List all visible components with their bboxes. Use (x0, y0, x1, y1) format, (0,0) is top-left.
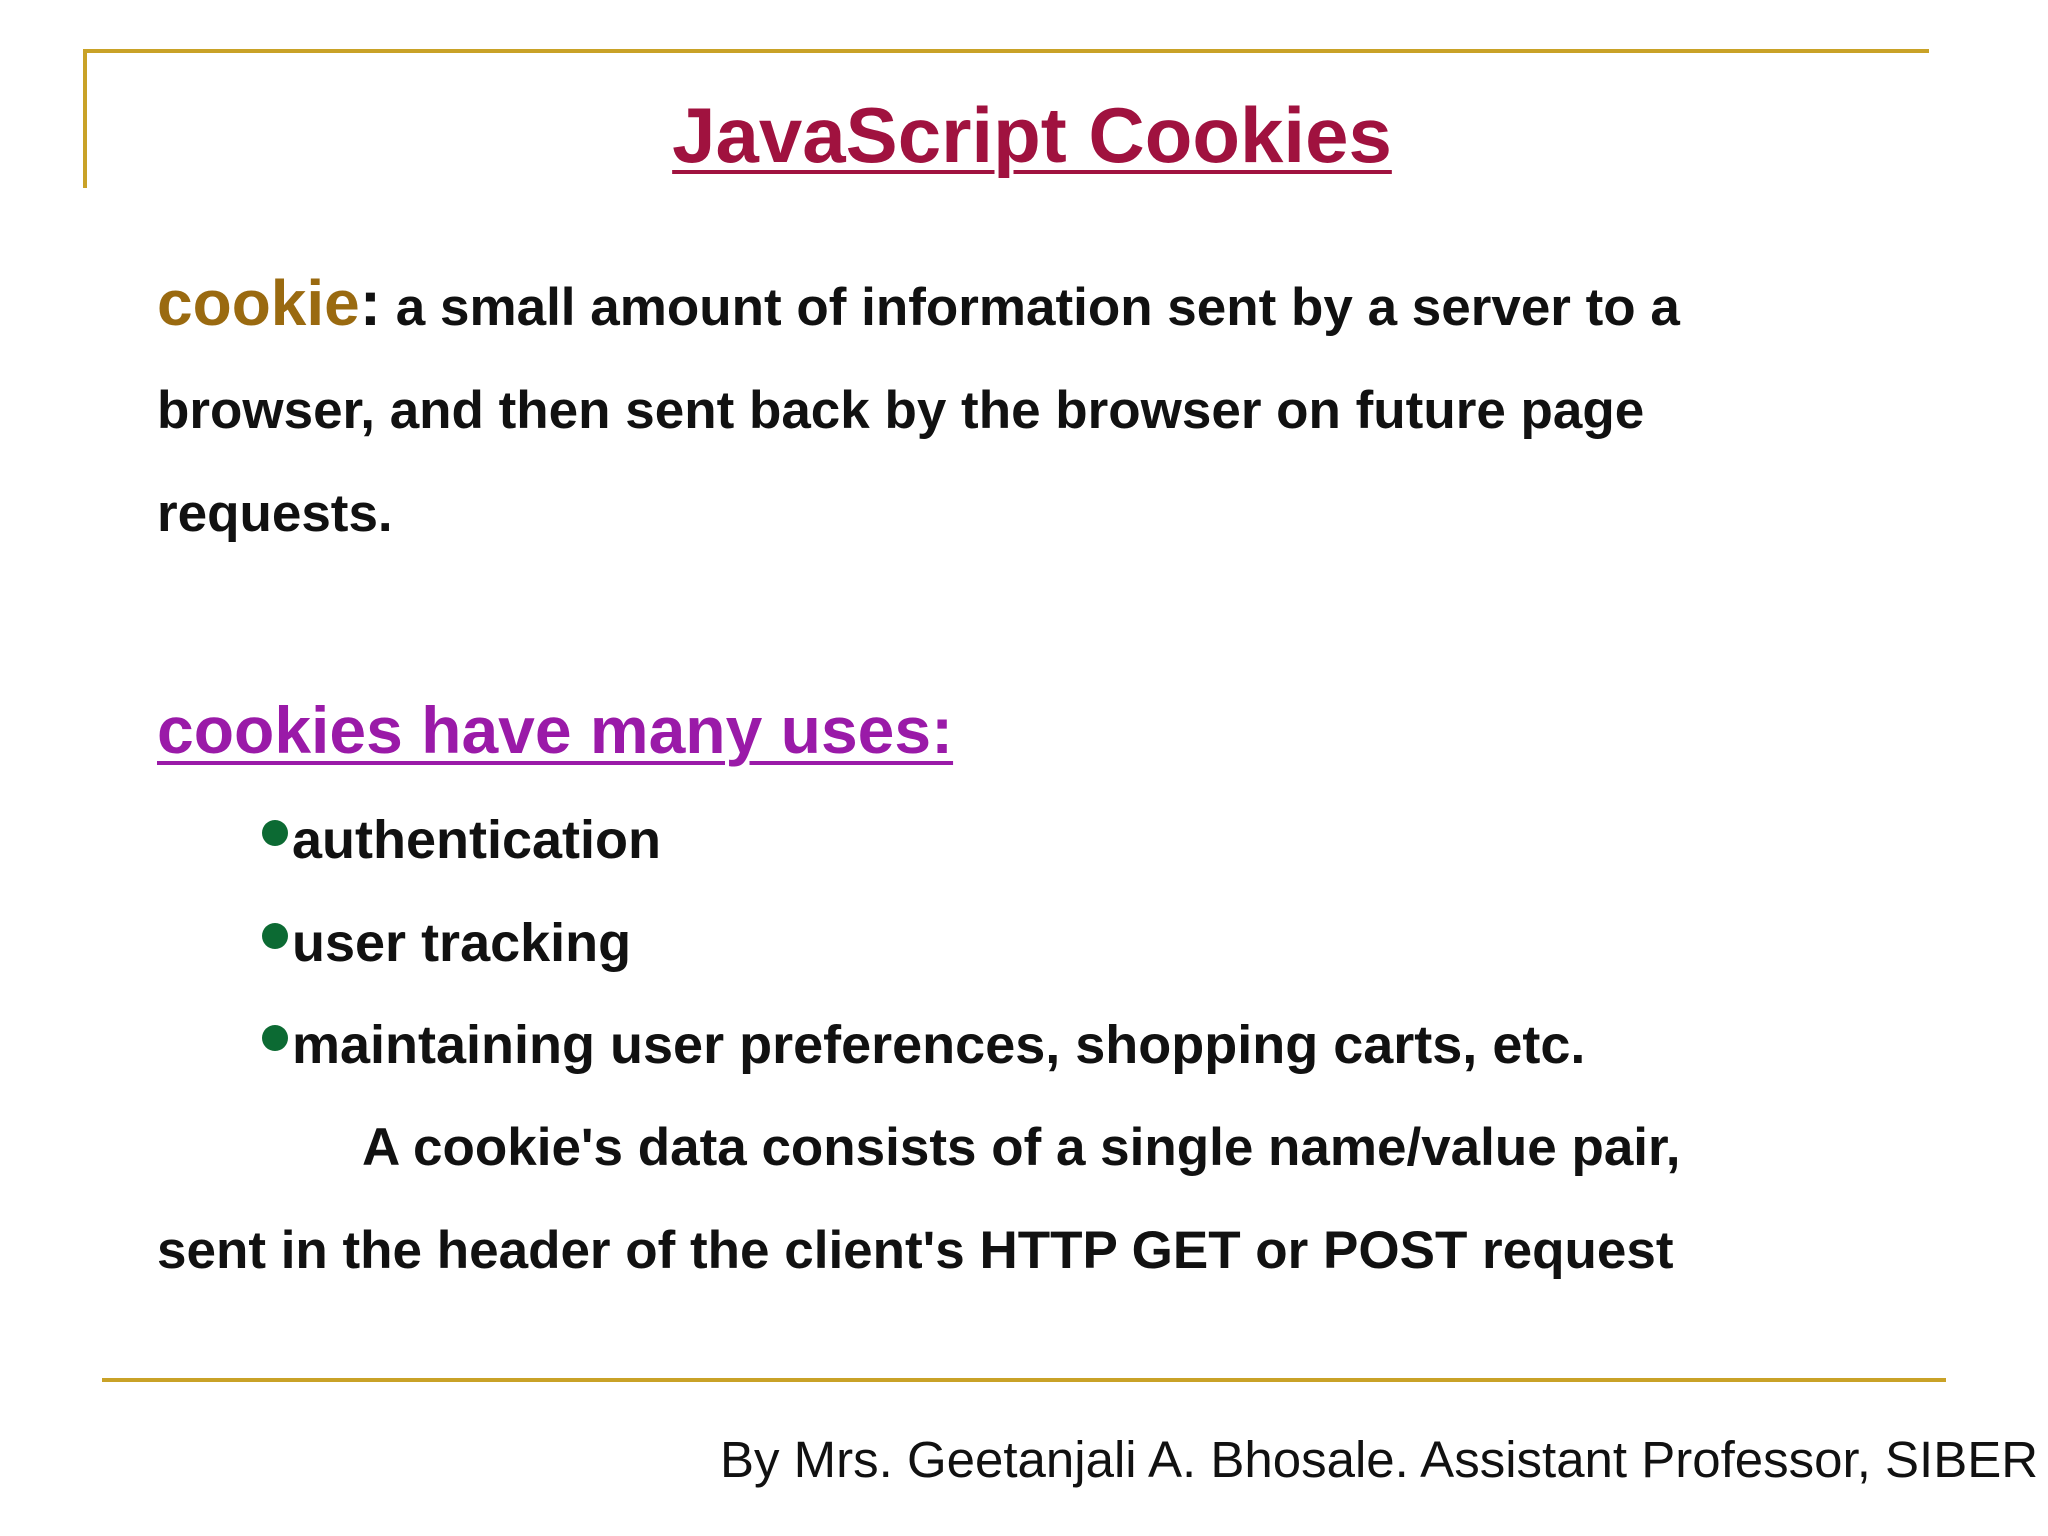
data-note-line-2: sent in the header of the client's HTTP GET or POST request (157, 1221, 1674, 1280)
definition-term: cookie (157, 267, 360, 339)
list-item (262, 1014, 1585, 1076)
frame-top-border (83, 49, 1929, 53)
frame-bottom-border (102, 1378, 1946, 1382)
list-item-label: user tracking (292, 913, 632, 973)
uses-heading: cookies have many uses: (157, 693, 954, 767)
bullet-icon (262, 923, 288, 949)
definition-line-2: browser, and then sent back by the browser on future page (157, 381, 1645, 440)
definition-line-3: requests. (157, 484, 393, 543)
bullet-icon (262, 1025, 288, 1051)
definition-text-1: a small amount of information sent by a server to a (381, 278, 1680, 337)
data-note-line-1: A cookie's data consists of a single name/value pair, (362, 1118, 1681, 1177)
definition-line-1 (157, 266, 1680, 340)
list-item (262, 912, 631, 974)
list-item (262, 809, 661, 871)
bullet-icon (262, 820, 288, 846)
list-item-label: maintaining user preferences, shopping carts, etc. (292, 1015, 1586, 1075)
list-item-label: authentication (292, 810, 662, 870)
definition-colon: : (359, 267, 382, 339)
slide-title: JavaScript Cookies (672, 91, 1392, 179)
footer-credit: By Mrs. Geetanjali A. Bhosale. Assistant Professor, SIBER (720, 1431, 2039, 1488)
